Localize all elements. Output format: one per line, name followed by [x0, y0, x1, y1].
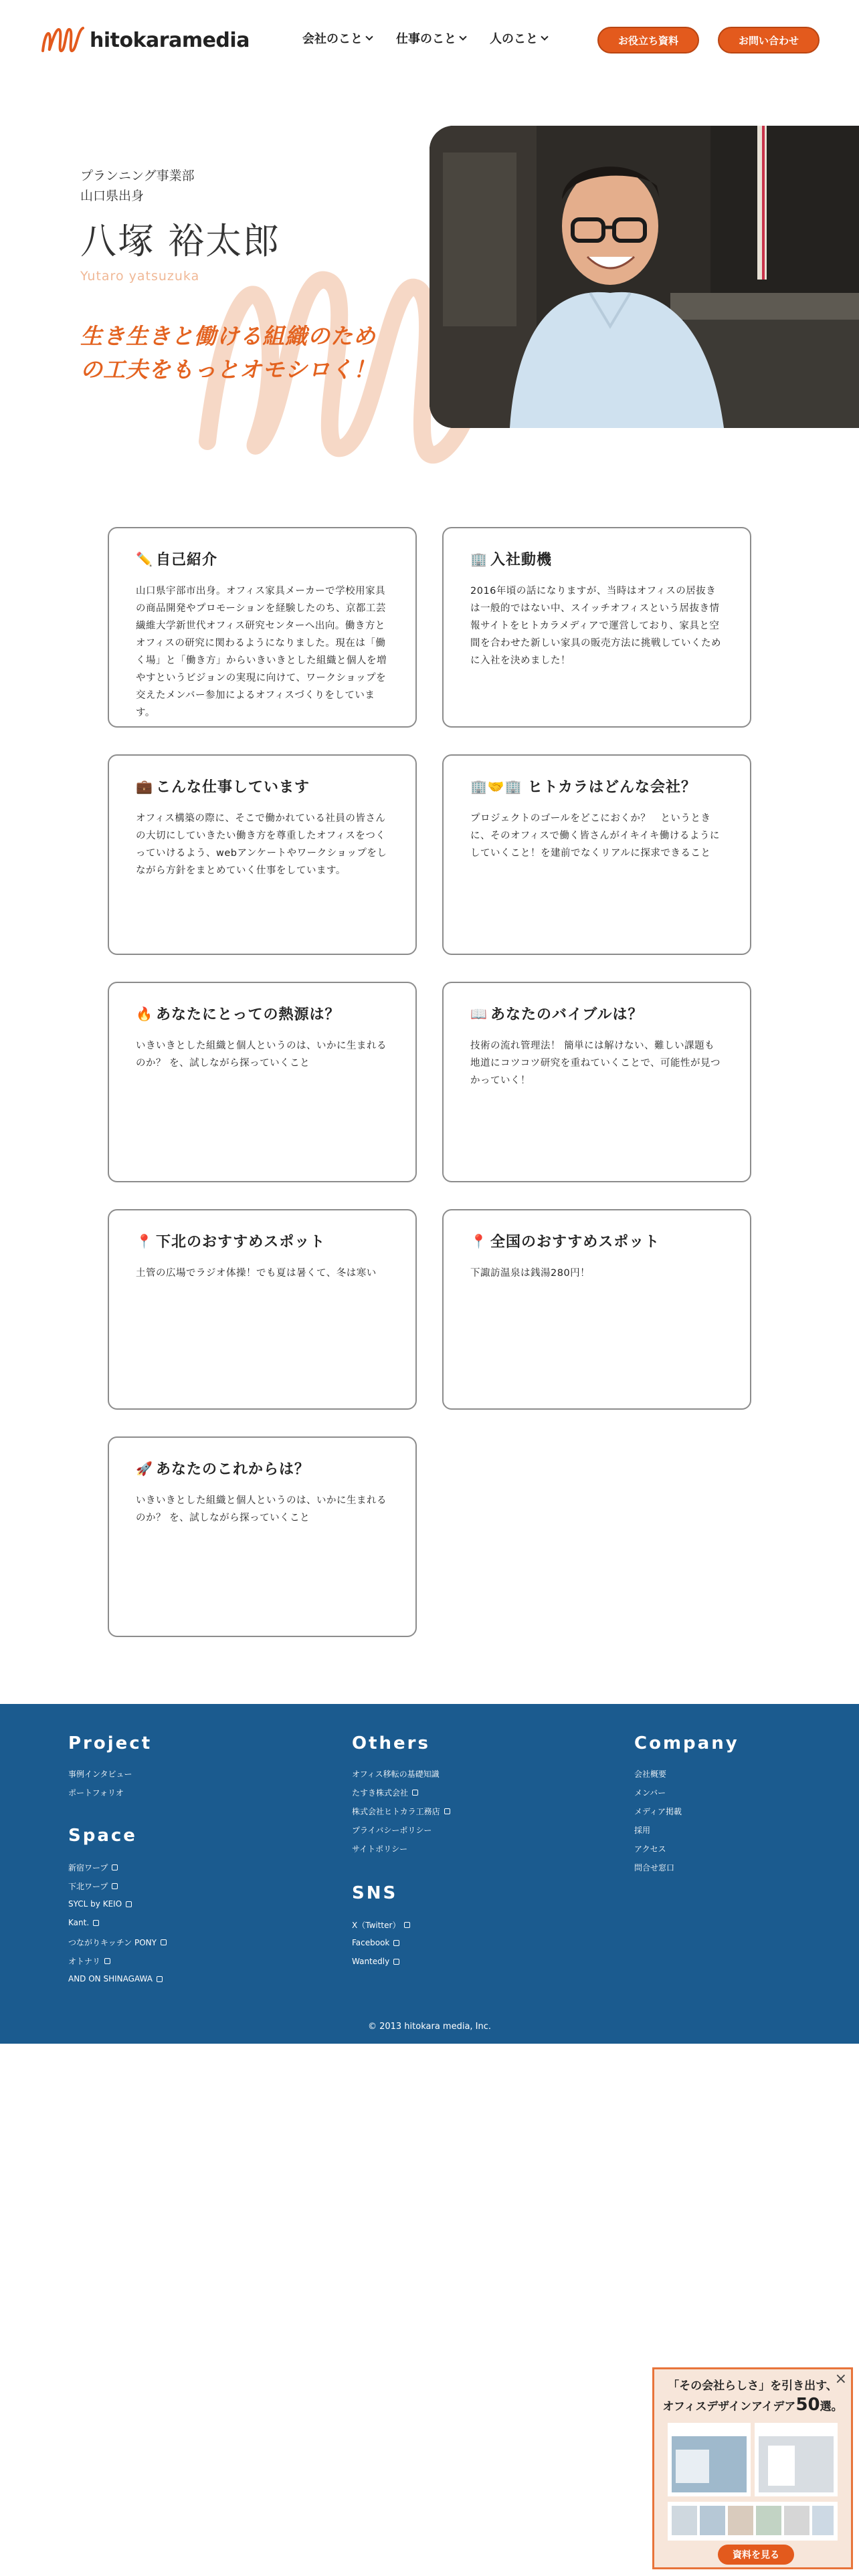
- card-title: [470, 1003, 723, 1024]
- chevron-down-icon: [541, 33, 548, 40]
- docs-button[interactable]: お役立ち資料: [597, 27, 699, 53]
- card-title-text: ヒトカラはどんな会社？: [527, 779, 697, 796]
- logo-squiggle-icon: [39, 21, 87, 59]
- footer-link-label: 株式会社ヒトカラ工務店: [352, 1807, 440, 1816]
- card-title-text: 全国のおすすめスポット: [490, 1234, 660, 1251]
- footer-heading-sns: SNS: [352, 1883, 398, 1903]
- book-icon: 📖: [470, 1005, 488, 1022]
- card-title-text: 入社動機: [490, 552, 553, 568]
- briefcase-icon: 💼: [136, 778, 153, 794]
- external-link-icon: [112, 1864, 118, 1870]
- footer-link-label: Facebook: [352, 1938, 390, 1947]
- profile-name: 八塚 裕太郎: [80, 220, 281, 262]
- card-title: [470, 1230, 723, 1251]
- external-link-icon: [393, 1959, 399, 1965]
- banner-headline: 「その会社らしさ」を引き出す、: [668, 2379, 838, 2393]
- profile-roman-name: Yutaro yatsuzuka: [80, 269, 200, 284]
- external-link-icon: [404, 1922, 410, 1928]
- close-icon[interactable]: ×: [834, 2371, 847, 2387]
- external-link-icon: [112, 1883, 118, 1889]
- main-nav: [302, 29, 547, 47]
- card-title-text: あなたにとっての熱源は？: [156, 1006, 341, 1023]
- card-body: プロジェクトのゴールをどこにおくか？ というときに、そのオフィスで働く皆さんがイキイキ働けるようにしていくこと！を建前でなくリアルに探求できること: [470, 813, 720, 859]
- card-self-intro: [108, 527, 417, 728]
- profile-photo: [430, 126, 859, 428]
- footer-link-label: 新宿ワープ: [68, 1863, 108, 1872]
- banner-view-docs-button[interactable]: 資料を見る: [718, 2545, 794, 2565]
- footer-link-label: 下北ワープ: [68, 1882, 108, 1891]
- footer-link[interactable]: ポートフォリオ: [68, 1788, 124, 1798]
- footer-link[interactable]: メディア掲載: [634, 1807, 682, 1816]
- footer-heading-company: Company: [634, 1733, 739, 1753]
- card-title: [470, 548, 723, 569]
- nav-item-company[interactable]: [302, 29, 372, 47]
- footer-link[interactable]: [352, 1787, 418, 1798]
- card-title-text: あなたのこれからは？: [156, 1461, 310, 1478]
- footer-link[interactable]: プライバシーポリシー: [352, 1826, 432, 1835]
- external-link-icon: [161, 1939, 167, 1945]
- external-link-icon: [126, 1901, 132, 1907]
- external-link-icon: [444, 1808, 450, 1814]
- footer-link[interactable]: メンバー: [634, 1788, 666, 1798]
- footer-link[interactable]: 問合せ窓口: [634, 1863, 675, 1872]
- footer-link-label: オトナリ: [68, 1957, 101, 1966]
- card-bible: [442, 982, 751, 1182]
- nav-item-label: 人のこと: [490, 32, 538, 46]
- pencil-icon: ✏️: [136, 550, 153, 567]
- banner-subheadline-text: オフィスデザインアイデア: [662, 2400, 796, 2413]
- card-body: 技術の流れ管理法！ 簡単には解けない、難しい課題も地道にコツコツ研究を重ねていくことで、可能性が見つかっていく！: [470, 1041, 721, 1086]
- card-title-text: 自己紹介: [156, 552, 218, 568]
- footer-link-label: X（Twitter）: [352, 1921, 401, 1930]
- logo-text: hitokaramedia: [90, 28, 250, 52]
- card-title: [136, 548, 389, 569]
- catchphrase-line: 生き生きと働ける組織のため: [80, 323, 376, 349]
- floating-banner[interactable]: [652, 2367, 853, 2569]
- external-link-icon: [412, 1790, 418, 1796]
- banner-number: 50: [795, 2395, 820, 2415]
- footer-link[interactable]: 会社概要: [634, 1769, 667, 1779]
- banner-subheadline-suffix: 選。: [820, 2400, 843, 2413]
- card-join-motive: [442, 527, 751, 728]
- footer-link[interactable]: [68, 1974, 163, 1983]
- card-body: いきいきとした組織と個人というのは、いかに生まれるのか？ を、試しながら探っていくこと: [136, 1041, 387, 1069]
- card-future: [108, 1436, 417, 1637]
- card-national-spot: [442, 1209, 751, 1410]
- card-body: 山口県宇部市出身。オフィス家具メーカーで学校用家具の商品開発やプロモーションを経験したのち、京都工芸繊維大学新世代オフィス研究センターへ出向。働き方とオフィスの研究に関わるようになりました。現在は「働く場」と「働き方」からいきいきとした組織と個人を増やすというビジョンの実現に向けて、ワークショップを交えたメンバー参加によるオフィスづくりをしています。: [136, 586, 387, 718]
- profile-meta: [80, 166, 195, 206]
- site-logo[interactable]: [39, 21, 250, 59]
- footer-link-label: Wantedly: [352, 1957, 390, 1966]
- external-link-icon: [104, 1958, 110, 1964]
- profile-photo-illustration: [430, 126, 859, 428]
- card-body: 下諏訪温泉は銭湯280円！: [470, 1268, 591, 1279]
- footer-link-label: たすき株式会社: [352, 1788, 409, 1798]
- hometown-label: 山口県出身: [80, 189, 145, 203]
- footer-link[interactable]: [68, 1899, 132, 1909]
- card-passion: [108, 982, 417, 1182]
- buildings-handshake-icon: 🏢🤝🏢: [470, 778, 522, 794]
- footer-heading-project: Project: [68, 1733, 153, 1753]
- card-title: [136, 1458, 389, 1479]
- footer-link[interactable]: [68, 1918, 99, 1927]
- pin-icon: 📍: [470, 1232, 488, 1249]
- footer-link[interactable]: [352, 1919, 410, 1931]
- footer-link-label: SYCL by KEIO: [68, 1899, 122, 1909]
- footer-link[interactable]: [68, 1881, 118, 1892]
- footer-link[interactable]: [68, 1862, 118, 1873]
- catchphrase-line: の工夫をもっとオモシロく！: [80, 356, 376, 383]
- nav-item-people[interactable]: [490, 29, 547, 47]
- card-title-text: あなたのバイブルは？: [490, 1006, 644, 1023]
- nav-item-label: 会社のこと: [302, 32, 363, 46]
- footer-link[interactable]: サイトポリシー: [352, 1844, 408, 1854]
- footer-link[interactable]: オフィス移転の基礎知識: [352, 1769, 440, 1779]
- footer-link-label: Kant.: [68, 1918, 90, 1927]
- nav-item-label: 仕事のこと: [396, 32, 456, 46]
- footer-link[interactable]: アクセス: [634, 1844, 666, 1854]
- department-label: プランニング事業部: [80, 169, 195, 183]
- footer-link[interactable]: 事例インタビュー: [68, 1769, 132, 1779]
- card-title-text: 下北のおすすめスポット: [156, 1234, 326, 1251]
- nav-item-work[interactable]: [396, 29, 466, 47]
- footer-link[interactable]: 採用: [634, 1826, 651, 1835]
- site-header: [0, 0, 859, 80]
- rocket-icon: 🚀: [136, 1460, 153, 1477]
- card-title: [136, 1230, 389, 1251]
- card-work: [108, 754, 417, 955]
- chevron-down-icon: [365, 33, 373, 40]
- card-body: オフィス構築の際に、そこで働かれている社員の皆さんの大切にしていきたい働き方を尊重したオフィスをつくっていけるよう、webアンケートやワークショップをしながら方針をまとめていく仕事をしています。: [136, 813, 387, 876]
- pin-icon: 📍: [136, 1232, 153, 1249]
- external-link-icon: [157, 1976, 163, 1982]
- footer-link[interactable]: [352, 1806, 450, 1817]
- card-title: [136, 1003, 389, 1024]
- footer-link-label: AND ON SHINAGAWA: [68, 1974, 153, 1983]
- card-title: [470, 776, 723, 796]
- footer-link[interactable]: [68, 1937, 167, 1948]
- fire-icon: 🔥: [136, 1005, 153, 1022]
- profile-catchphrase: [80, 320, 376, 387]
- card-shimokita-spot: [108, 1209, 417, 1410]
- footer-heading-others: Others: [352, 1733, 430, 1753]
- banner-brochure-illustration: [668, 2423, 838, 2541]
- chevron-down-icon: [459, 33, 466, 40]
- footer-link[interactable]: [352, 1957, 399, 1966]
- footer-link[interactable]: [68, 1955, 110, 1967]
- footer-link-label: つながりキッチン PONY: [68, 1938, 157, 1947]
- external-link-icon: [393, 1940, 399, 1946]
- card-company: [442, 754, 751, 955]
- card-body: 土管の広場でラジオ体操！でも夏は暑くて、冬は寒い: [136, 1268, 377, 1279]
- banner-subheadline: [654, 2395, 851, 2415]
- copyright: © 2013 hitokara media, Inc.: [367, 2022, 492, 2032]
- card-body: 2016年頃の話になりますが、当時はオフィスの居抜きは一般的ではない中、スイッチオフィスという居抜き情報サイトをヒトカラメディアで運営しており、家具と空間を合わせた新しい家具の販売方法に挑戦していくために入社を決めました！: [470, 586, 721, 666]
- office-building-icon: 🏢: [470, 550, 488, 567]
- site-footer: [0, 1704, 859, 2044]
- footer-heading-space: Space: [68, 1826, 137, 1846]
- external-link-icon: [93, 1920, 99, 1926]
- card-title: [136, 776, 389, 796]
- contact-button[interactable]: お問い合わせ: [718, 27, 820, 53]
- footer-link[interactable]: [352, 1938, 399, 1947]
- card-body: いきいきとした組織と個人というのは、いかに生まれるのか？ を、試しながら探っていくこと: [136, 1495, 387, 1523]
- card-title-text: こんな仕事しています: [156, 779, 310, 796]
